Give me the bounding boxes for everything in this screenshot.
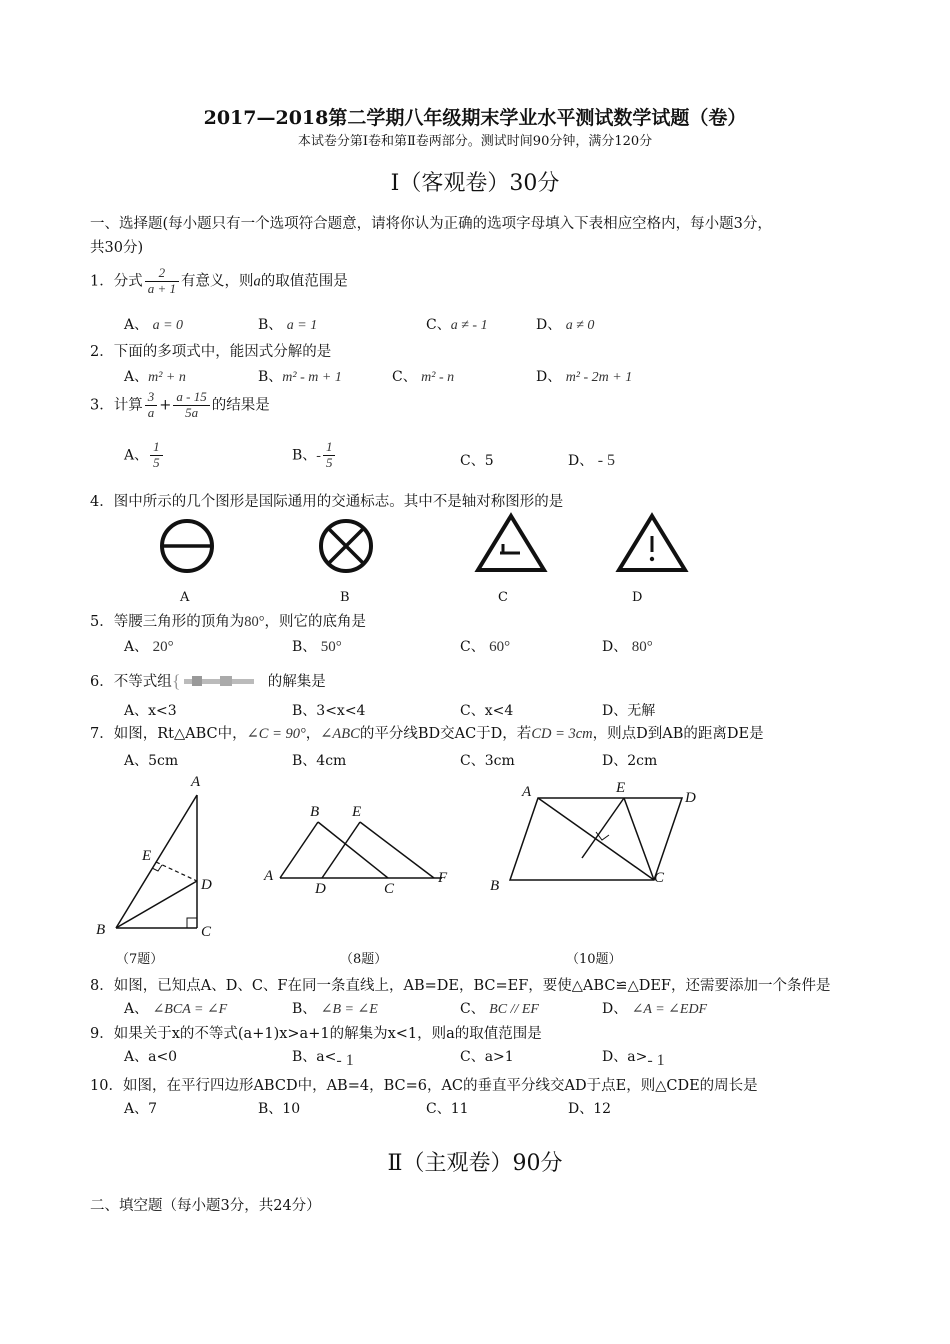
q9-option-c: C、a>1 <box>460 1049 514 1065</box>
figure-8 <box>262 800 462 900</box>
q3-option-a: A、 $\frac{1}{5}$ <box>124 440 165 471</box>
question-3: 3．计算 $\frac{3}{a}$ + $\frac{a - 15}{5a}$ 的结果是 <box>90 389 270 420</box>
q2-option-a: A、m² + n <box>124 369 186 385</box>
fig10-label-a: A <box>522 784 532 800</box>
part2-heading: Ⅱ（主观卷）90分 <box>387 1151 563 1176</box>
figure-10 <box>486 774 706 898</box>
q7-option-d: D、2cm <box>602 753 658 769</box>
q8-option-a: A、 ∠BCA = ∠F <box>124 1001 228 1017</box>
q3-option-d: D、 - 5 <box>568 452 616 469</box>
fig10-label-b: B <box>490 878 500 894</box>
fig10-label-d: D <box>685 790 696 806</box>
question-2: 2．下面的多项式中，能因式分解的是 <box>90 344 332 360</box>
fig7-label-c: C <box>201 924 212 940</box>
q1-prefix: 1．分式 <box>90 273 143 290</box>
q10-option-c: C、11 <box>426 1101 469 1117</box>
q6-option-c: C、x<4 <box>460 703 514 719</box>
fig7-label-e: E <box>142 848 152 864</box>
q1-option-c: C、a ≠ - 1 <box>426 317 488 333</box>
traffic-signs <box>150 510 710 590</box>
fig8-label-a: A <box>264 868 274 884</box>
figure-7 <box>90 770 240 940</box>
q10-option-a: A、7 <box>124 1101 158 1117</box>
fig8-label-d: D <box>315 881 326 897</box>
q7-option-c: C、3cm <box>460 753 515 769</box>
q1-suffix2: 的取值范围是 <box>260 273 348 290</box>
question-4: 4．图中所示的几个图形是国际通用的交通标志。其中不是轴对称图形的是 <box>90 494 564 510</box>
section2-heading: 二、填空题（每小题3分，共24分） <box>90 1198 321 1214</box>
section1-instructions: 一、选择题(每小题只有一个选项符合题意，请将你认为正确的选项字母填入下表相应空格内，每小题3分， <box>90 216 772 232</box>
fig8-caption: （8题） <box>340 952 388 967</box>
fig8-label-c: C <box>384 881 395 897</box>
question-6: 6．不等式组 { 的解集是 <box>90 673 326 691</box>
q5-option-c: C、 60° <box>460 639 511 655</box>
q1-suffix: 有意义，则 <box>181 273 254 290</box>
fig10-caption: （10题） <box>566 952 622 967</box>
fig7-label-a: A <box>191 774 201 790</box>
q1-numerator: 2 <box>145 266 179 282</box>
fig7-caption: （7题） <box>116 952 164 967</box>
part1-heading: Ⅰ（客观卷）30分 <box>390 171 560 196</box>
q9-option-d: D、a>- 1 <box>602 1049 665 1069</box>
q1-option-a: A、 a = 0 <box>124 317 184 333</box>
q5-option-a: A、 20° <box>124 639 174 655</box>
question-7: 7．如图，Rt△ABC中，∠C = 90°，∠ABC的平分线BD交AC于D，若CD = 3cm，则点D到AB的距离DE是 <box>90 726 764 742</box>
q7-option-b: B、4cm <box>292 753 347 769</box>
fig8-label-e: E <box>352 804 362 820</box>
q7-option-a: A、5cm <box>124 753 179 769</box>
q2-option-d: D、 m² - 2m + 1 <box>536 369 633 385</box>
sign-label-b: B <box>340 590 350 605</box>
page-subtitle: 本试卷分第Ⅰ卷和第Ⅱ卷两部分。测试时间90分钟，满分120分 <box>297 134 653 149</box>
sign-label-c: C <box>498 590 508 605</box>
sign-label-a: A <box>180 590 190 605</box>
q2-option-b: B、m² - m + 1 <box>258 369 342 385</box>
sign-a-icon <box>162 521 212 571</box>
question-8: 8．如图，已知点A、D、C、F在同一条直线上，AB=DE，BC=EF，要使△ABC≌△DEF，还需要添加一个条件是 <box>90 978 831 994</box>
fig7-label-d: D <box>201 877 212 893</box>
page-title: 2017—2018第二学期八年级期末学业水平测试数学试题（卷） <box>203 107 747 129</box>
q3-fraction-1: $\frac{3}{a}$ <box>145 390 158 421</box>
question-5: 5．等腰三角形的顶角为80°，则它的底角是 <box>90 614 367 630</box>
sign-label-d: D <box>632 590 643 605</box>
svg-text:{: { <box>171 673 181 691</box>
q1-denominator: a + 1 <box>147 280 177 296</box>
fig8-label-f: F <box>438 870 448 886</box>
q8-option-c: C、 BC // EF <box>460 1001 539 1017</box>
sign-d-icon <box>619 516 685 570</box>
q9-option-a: A、a<0 <box>124 1049 178 1065</box>
question-9: 9．如果关于x的不等式(a+1)x>a+1的解集为x<1，则a的取值范围是 <box>90 1026 542 1042</box>
fig8-label-b: B <box>310 804 320 820</box>
q1-fraction <box>145 266 179 297</box>
sign-c-icon <box>478 516 544 570</box>
q2-option-c: C、 m² - n <box>392 369 455 385</box>
q6-option-d: D、无解 <box>602 703 656 719</box>
q5-option-d: D、 80° <box>602 639 653 655</box>
sign-b-icon <box>321 521 371 571</box>
q1-option-d: D、 a ≠ 0 <box>536 317 595 333</box>
fig7-label-b: B <box>96 922 106 938</box>
q3-option-b: B、- $\frac{1}{5}$ <box>292 440 337 471</box>
q8-option-b: B、 ∠B = ∠E <box>292 1001 378 1017</box>
q3-option-c: C、5 <box>460 453 494 469</box>
q6-option-b: B、3<x<4 <box>292 703 366 719</box>
section1-instructions-cont: 共30分) <box>90 240 144 256</box>
question-1 <box>90 266 348 297</box>
question-10: 10．如图，在平行四边形ABCD中，AB=4，BC=6，AC的垂直平分线交AD于点E，则△CDE的周长是 <box>90 1078 758 1094</box>
fig10-label-c: C <box>654 870 665 886</box>
q9-option-b: B、a<- 1 <box>292 1049 354 1069</box>
q6-option-a: A、x<3 <box>124 703 177 719</box>
fig10-label-e: E <box>616 780 626 796</box>
q5-option-b: B、 50° <box>292 639 342 655</box>
inequality-system-icon <box>172 674 268 690</box>
q10-option-b: B、10 <box>258 1101 301 1117</box>
q1-option-b: B、 a = 1 <box>258 317 318 333</box>
q3-fraction-2: $\frac{a - 15}{5a}$ <box>173 390 209 421</box>
q1-var: a <box>253 273 261 290</box>
q8-option-d: D、 ∠A = ∠EDF <box>602 1001 708 1017</box>
q10-option-d: D、12 <box>568 1101 612 1117</box>
